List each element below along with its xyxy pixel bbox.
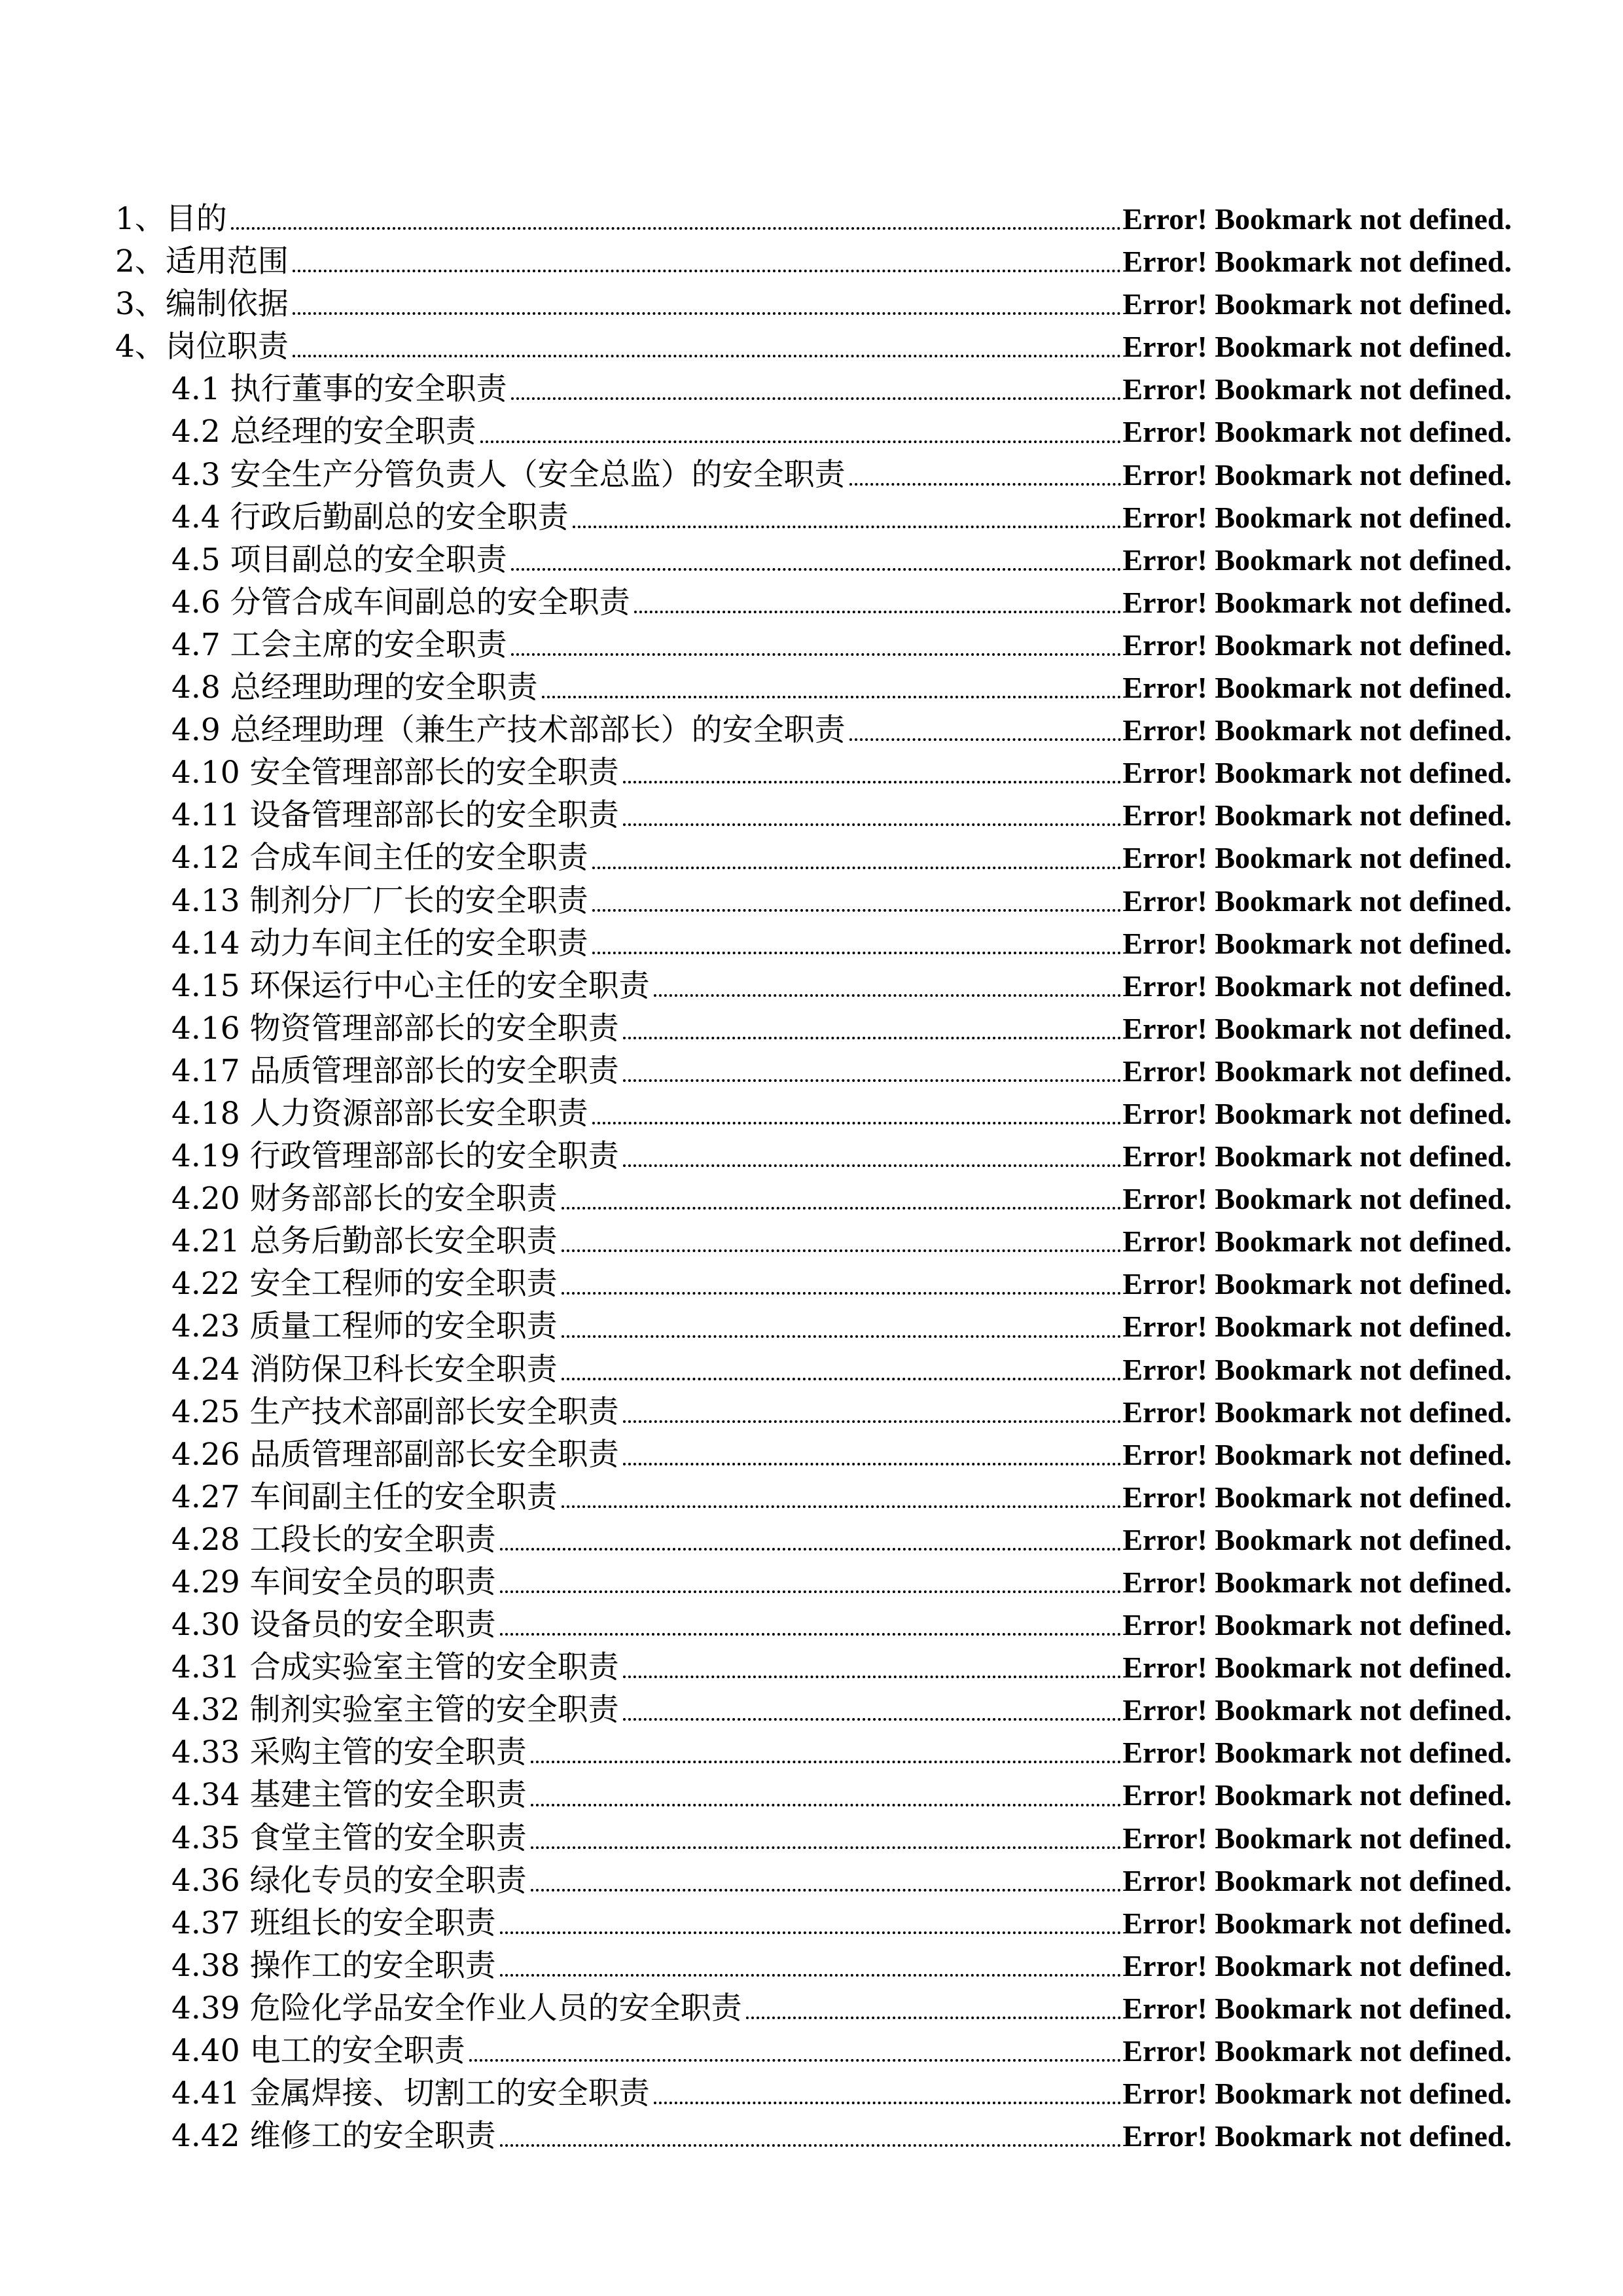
- toc-entry-title: 4.36 绿化专员的安全职责: [171, 1862, 527, 1899]
- toc-dot-leader: [562, 1505, 1122, 1508]
- toc-dot-leader: [500, 1974, 1122, 1977]
- toc-entry[interactable]: [115, 1731, 1512, 1774]
- toc-entry-title: 4.26 品质管理部副部长安全职责: [171, 1436, 619, 1473]
- toc-entry-page-ref: Error! Bookmark not defined.: [1122, 1522, 1512, 1556]
- toc-entry-page-ref: Error! Bookmark not defined.: [1122, 543, 1512, 577]
- toc-entry-title: 2、适用范围: [115, 243, 289, 280]
- toc-dot-leader: [562, 1292, 1122, 1295]
- toc-dot-leader: [511, 397, 1122, 400]
- toc-dot-leader: [592, 909, 1122, 912]
- toc-entry-title: 1、目的: [115, 201, 227, 237]
- toc-entry-page-ref: Error! Bookmark not defined.: [1122, 1437, 1512, 1471]
- toc-entry-title: 4.24 消防保卫科长安全职责: [171, 1351, 558, 1388]
- toc-entry-page-ref: Error! Bookmark not defined.: [1122, 884, 1512, 918]
- toc-dot-leader: [531, 1761, 1122, 1763]
- toc-entry-page-ref: Error! Bookmark not defined.: [1122, 1736, 1512, 1770]
- toc-entry-page-ref: Error! Bookmark not defined.: [1122, 1566, 1512, 1599]
- toc-dot-leader: [623, 781, 1122, 783]
- table-of-contents: [115, 198, 1512, 2157]
- toc-dot-leader: [511, 653, 1122, 656]
- toc-entry-page-ref: Error! Bookmark not defined.: [1122, 1267, 1512, 1301]
- toc-entry-page-ref: Error! Bookmark not defined.: [1122, 1651, 1512, 1685]
- toc-entry[interactable]: [115, 1859, 1512, 1902]
- toc-entry-page-ref: Error! Bookmark not defined.: [1122, 628, 1512, 662]
- toc-entry[interactable]: [115, 283, 1512, 325]
- toc-entry-title: 4.29 车间安全员的职责: [171, 1564, 496, 1600]
- toc-entry[interactable]: [115, 880, 1512, 922]
- toc-entry-title: 4.32 制剂实验室主管的安全职责: [171, 1692, 619, 1729]
- toc-entry[interactable]: [115, 709, 1512, 751]
- toc-entry-page-ref: Error! Bookmark not defined.: [1122, 287, 1512, 321]
- toc-entry-title: 4.16 物资管理部部长的安全职责: [171, 1010, 619, 1047]
- toc-entry[interactable]: [115, 410, 1512, 453]
- toc-dot-leader: [500, 1590, 1122, 1593]
- toc-entry[interactable]: [115, 1646, 1512, 1689]
- toc-entry[interactable]: [115, 325, 1512, 368]
- toc-entry-page-ref: Error! Bookmark not defined.: [1122, 2119, 1512, 2153]
- toc-entry-page-ref: Error! Bookmark not defined.: [1122, 500, 1512, 534]
- toc-dot-leader: [849, 738, 1122, 741]
- toc-dot-leader: [542, 696, 1122, 698]
- toc-entry[interactable]: [115, 1177, 1512, 1220]
- toc-dot-leader: [511, 568, 1122, 571]
- toc-dot-leader: [623, 1164, 1122, 1167]
- toc-dot-leader: [592, 1122, 1122, 1124]
- toc-entry-page-ref: Error! Bookmark not defined.: [1122, 457, 1512, 492]
- toc-entry[interactable]: [115, 751, 1512, 794]
- toc-entry-title: 4.31 合成实验室主管的安全职责: [171, 1649, 619, 1686]
- toc-entry-page-ref: Error! Bookmark not defined.: [1122, 2077, 1512, 2111]
- toc-entry[interactable]: [115, 1817, 1512, 1859]
- toc-entry-title: 4.22 安全工程师的安全职责: [171, 1266, 558, 1302]
- toc-dot-leader: [654, 2102, 1122, 2104]
- toc-dot-leader: [654, 994, 1122, 997]
- toc-entry[interactable]: [115, 454, 1512, 496]
- toc-entry[interactable]: [115, 1774, 1512, 1816]
- toc-entry[interactable]: [115, 1135, 1512, 1177]
- toc-entry-page-ref: Error! Bookmark not defined.: [1122, 1778, 1512, 1812]
- toc-entry-page-ref: Error! Bookmark not defined.: [1122, 585, 1512, 619]
- toc-entry[interactable]: [115, 1987, 1512, 2030]
- toc-entry-title: 4.4 行政后勤副总的安全职责: [171, 499, 569, 535]
- toc-entry[interactable]: [115, 240, 1512, 283]
- toc-entry-title: 4.34 基建主管的安全职责: [171, 1777, 527, 1814]
- toc-dot-leader: [293, 355, 1122, 357]
- toc-entry[interactable]: [115, 496, 1512, 539]
- toc-entry[interactable]: [115, 1902, 1512, 1945]
- toc-entry-title: 4.15 环保运行中心主任的安全职责: [171, 967, 650, 1004]
- toc-entry[interactable]: [115, 922, 1512, 965]
- toc-dot-leader: [500, 1931, 1122, 1934]
- toc-dot-leader: [562, 1335, 1122, 1338]
- toc-entry[interactable]: [115, 1050, 1512, 1092]
- toc-dot-leader: [500, 2144, 1122, 2147]
- toc-entry-title: 4.6 分管合成车间副总的安全职责: [171, 584, 630, 620]
- toc-dot-leader: [746, 2017, 1122, 2019]
- toc-dot-leader: [469, 2059, 1122, 2062]
- toc-entry-page-ref: Error! Bookmark not defined.: [1122, 1821, 1512, 1855]
- toc-entry[interactable]: [115, 539, 1512, 581]
- toc-entry-page-ref: Error! Bookmark not defined.: [1122, 1225, 1512, 1259]
- toc-entry[interactable]: [115, 1604, 1512, 1646]
- toc-entry-page-ref: Error! Bookmark not defined.: [1122, 1991, 1512, 2025]
- toc-entry-page-ref: Error! Bookmark not defined.: [1122, 1182, 1512, 1216]
- toc-entry-page-ref: Error! Bookmark not defined.: [1122, 671, 1512, 705]
- toc-entry-title: 3、编制依据: [115, 286, 289, 323]
- toc-entry-title: 4.35 食堂主管的安全职责: [171, 1820, 527, 1856]
- toc-entry-page-ref: Error! Bookmark not defined.: [1122, 245, 1512, 279]
- toc-entry-title: 4.21 总务后勤部长安全职责: [171, 1223, 558, 1260]
- toc-dot-leader: [231, 227, 1122, 230]
- toc-dot-leader: [623, 1079, 1122, 1082]
- toc-dot-leader: [592, 952, 1122, 954]
- toc-entry[interactable]: [115, 1220, 1512, 1263]
- toc-dot-leader: [531, 1804, 1122, 1806]
- toc-entry[interactable]: [115, 1689, 1512, 1731]
- toc-dot-leader: [531, 1846, 1122, 1849]
- toc-entry-title: 4.27 车间副主任的安全职责: [171, 1479, 558, 1515]
- toc-entry[interactable]: [115, 1561, 1512, 1604]
- toc-entry-title: 4.12 合成车间主任的安全职责: [171, 840, 588, 876]
- toc-dot-leader: [623, 1037, 1122, 1039]
- toc-dot-leader: [623, 1420, 1122, 1423]
- toc-entry-page-ref: Error! Bookmark not defined.: [1122, 1395, 1512, 1429]
- toc-entry-title: 4.40 电工的安全职责: [171, 2033, 465, 2070]
- toc-entry-page-ref: Error! Bookmark not defined.: [1122, 415, 1512, 449]
- toc-entry-title: 4.9 总经理助理（兼生产技术部部长）的安全职责: [171, 712, 846, 749]
- toc-entry[interactable]: [115, 198, 1512, 240]
- toc-entry-title: 4.28 工段长的安全职责: [171, 1521, 496, 1558]
- toc-dot-leader: [634, 611, 1122, 613]
- toc-dot-leader: [293, 312, 1122, 315]
- toc-entry[interactable]: [115, 1476, 1512, 1518]
- toc-dot-leader: [623, 1463, 1122, 1465]
- toc-entry-title: 4.10 安全管理部部长的安全职责: [171, 755, 619, 791]
- toc-entry[interactable]: [115, 1007, 1512, 1050]
- toc-entry-page-ref: Error! Bookmark not defined.: [1122, 1310, 1512, 1344]
- toc-entry[interactable]: [115, 1348, 1512, 1391]
- toc-entry-page-ref: Error! Bookmark not defined.: [1122, 1139, 1512, 1174]
- toc-dot-leader: [500, 1548, 1122, 1551]
- toc-entry-page-ref: Error! Bookmark not defined.: [1122, 1096, 1512, 1130]
- toc-entry-title: 4.41 金属焊接、切割工的安全职责: [171, 2075, 650, 2112]
- toc-dot-leader: [623, 1718, 1122, 1721]
- toc-entry-page-ref: Error! Bookmark not defined.: [1122, 1480, 1512, 1514]
- toc-entry-page-ref: Error! Bookmark not defined.: [1122, 202, 1512, 236]
- toc-entry-page-ref: Error! Bookmark not defined.: [1122, 756, 1512, 790]
- toc-entry-page-ref: Error! Bookmark not defined.: [1122, 1693, 1512, 1727]
- toc-entry-title: 4.19 行政管理部部长的安全职责: [171, 1138, 619, 1175]
- toc-entry-page-ref: Error! Bookmark not defined.: [1122, 330, 1512, 364]
- toc-dot-leader: [562, 1249, 1122, 1252]
- toc-entry-title: 4.18 人力资源部部长安全职责: [171, 1095, 588, 1132]
- toc-dot-leader: [623, 1676, 1122, 1678]
- toc-entry-title: 4.11 设备管理部部长的安全职责: [171, 797, 619, 834]
- toc-entry-page-ref: Error! Bookmark not defined.: [1122, 1906, 1512, 1940]
- toc-dot-leader: [500, 1633, 1122, 1636]
- toc-entry-title: 4.3 安全生产分管负责人（安全总监）的安全职责: [171, 456, 846, 493]
- toc-entry-page-ref: Error! Bookmark not defined.: [1122, 1948, 1512, 1982]
- toc-entry[interactable]: [115, 368, 1512, 410]
- toc-dot-leader: [562, 1207, 1122, 1210]
- toc-entry-title: 4.33 采购主管的安全职责: [171, 1734, 527, 1771]
- toc-entry[interactable]: [115, 1433, 1512, 1476]
- toc-entry-page-ref: Error! Bookmark not defined.: [1122, 372, 1512, 406]
- toc-entry-page-ref: Error! Bookmark not defined.: [1122, 926, 1512, 960]
- toc-entry-page-ref: Error! Bookmark not defined.: [1122, 1352, 1512, 1386]
- toc-entry[interactable]: [115, 2030, 1512, 2072]
- toc-entry-title: 4.1 执行董事的安全职责: [171, 371, 507, 408]
- toc-entry[interactable]: [115, 666, 1512, 709]
- toc-entry-page-ref: Error! Bookmark not defined.: [1122, 969, 1512, 1003]
- toc-dot-leader: [293, 270, 1122, 272]
- toc-entry-page-ref: Error! Bookmark not defined.: [1122, 1054, 1512, 1088]
- toc-dot-leader: [562, 1378, 1122, 1380]
- toc-entry-page-ref: Error! Bookmark not defined.: [1122, 1011, 1512, 1045]
- toc-entry[interactable]: [115, 836, 1512, 879]
- toc-dot-leader: [623, 823, 1122, 826]
- toc-entry[interactable]: [115, 624, 1512, 666]
- toc-entry-title: 4.20 财务部部长的安全职责: [171, 1181, 558, 1217]
- toc-entry-title: 4.23 质量工程师的安全职责: [171, 1308, 558, 1345]
- toc-entry-title: 4.5 项目副总的安全职责: [171, 541, 507, 578]
- toc-entry-page-ref: Error! Bookmark not defined.: [1122, 713, 1512, 747]
- toc-entry[interactable]: [115, 1391, 1512, 1433]
- toc-entry-title: 4.37 班组长的安全职责: [171, 1905, 496, 1941]
- toc-entry-page-ref: Error! Bookmark not defined.: [1122, 1608, 1512, 1642]
- toc-entry[interactable]: [115, 1945, 1512, 1987]
- toc-entry-title: 4.17 品质管理部部长的安全职责: [171, 1052, 619, 1089]
- toc-entry-title: 4.30 设备员的安全职责: [171, 1607, 496, 1643]
- toc-entry[interactable]: [115, 2072, 1512, 2115]
- toc-entry[interactable]: [115, 1263, 1512, 1305]
- toc-dot-leader: [531, 1889, 1122, 1892]
- toc-entry[interactable]: [115, 581, 1512, 624]
- toc-entry-title: 4.42 维修工的安全职责: [171, 2118, 496, 2155]
- toc-dot-leader: [592, 867, 1122, 869]
- toc-entry-page-ref: Error! Bookmark not defined.: [1122, 1863, 1512, 1897]
- toc-entry-title: 4.25 生产技术部副部长安全职责: [171, 1393, 619, 1430]
- toc-entry-title: 4.13 制剂分厂厂长的安全职责: [171, 882, 588, 919]
- toc-entry-title: 4.2 总经理的安全职责: [171, 414, 476, 450]
- toc-entry-title: 4.39 危险化学品安全作业人员的安全职责: [171, 1990, 742, 2026]
- toc-entry[interactable]: [115, 1305, 1512, 1348]
- toc-entry-title: 4、岗位职责: [115, 329, 289, 365]
- toc-entry-title: 4.8 总经理助理的安全职责: [171, 670, 538, 706]
- toc-entry-title: 4.38 操作工的安全职责: [171, 1947, 496, 1984]
- toc-dot-leader: [480, 440, 1122, 443]
- toc-entry-title: 4.7 工会主席的安全职责: [171, 626, 507, 663]
- toc-entry[interactable]: [115, 794, 1512, 836]
- toc-entry[interactable]: [115, 965, 1512, 1007]
- toc-entry-title: 4.14 动力车间主任的安全职责: [171, 925, 588, 961]
- toc-entry[interactable]: [115, 1092, 1512, 1135]
- toc-entry-page-ref: Error! Bookmark not defined.: [1122, 841, 1512, 875]
- toc-entry[interactable]: [115, 2115, 1512, 2157]
- toc-dot-leader: [573, 526, 1122, 528]
- toc-entry-page-ref: Error! Bookmark not defined.: [1122, 798, 1512, 833]
- toc-entry[interactable]: [115, 1518, 1512, 1561]
- toc-entry-page-ref: Error! Bookmark not defined.: [1122, 2034, 1512, 2068]
- toc-dot-leader: [849, 483, 1122, 486]
